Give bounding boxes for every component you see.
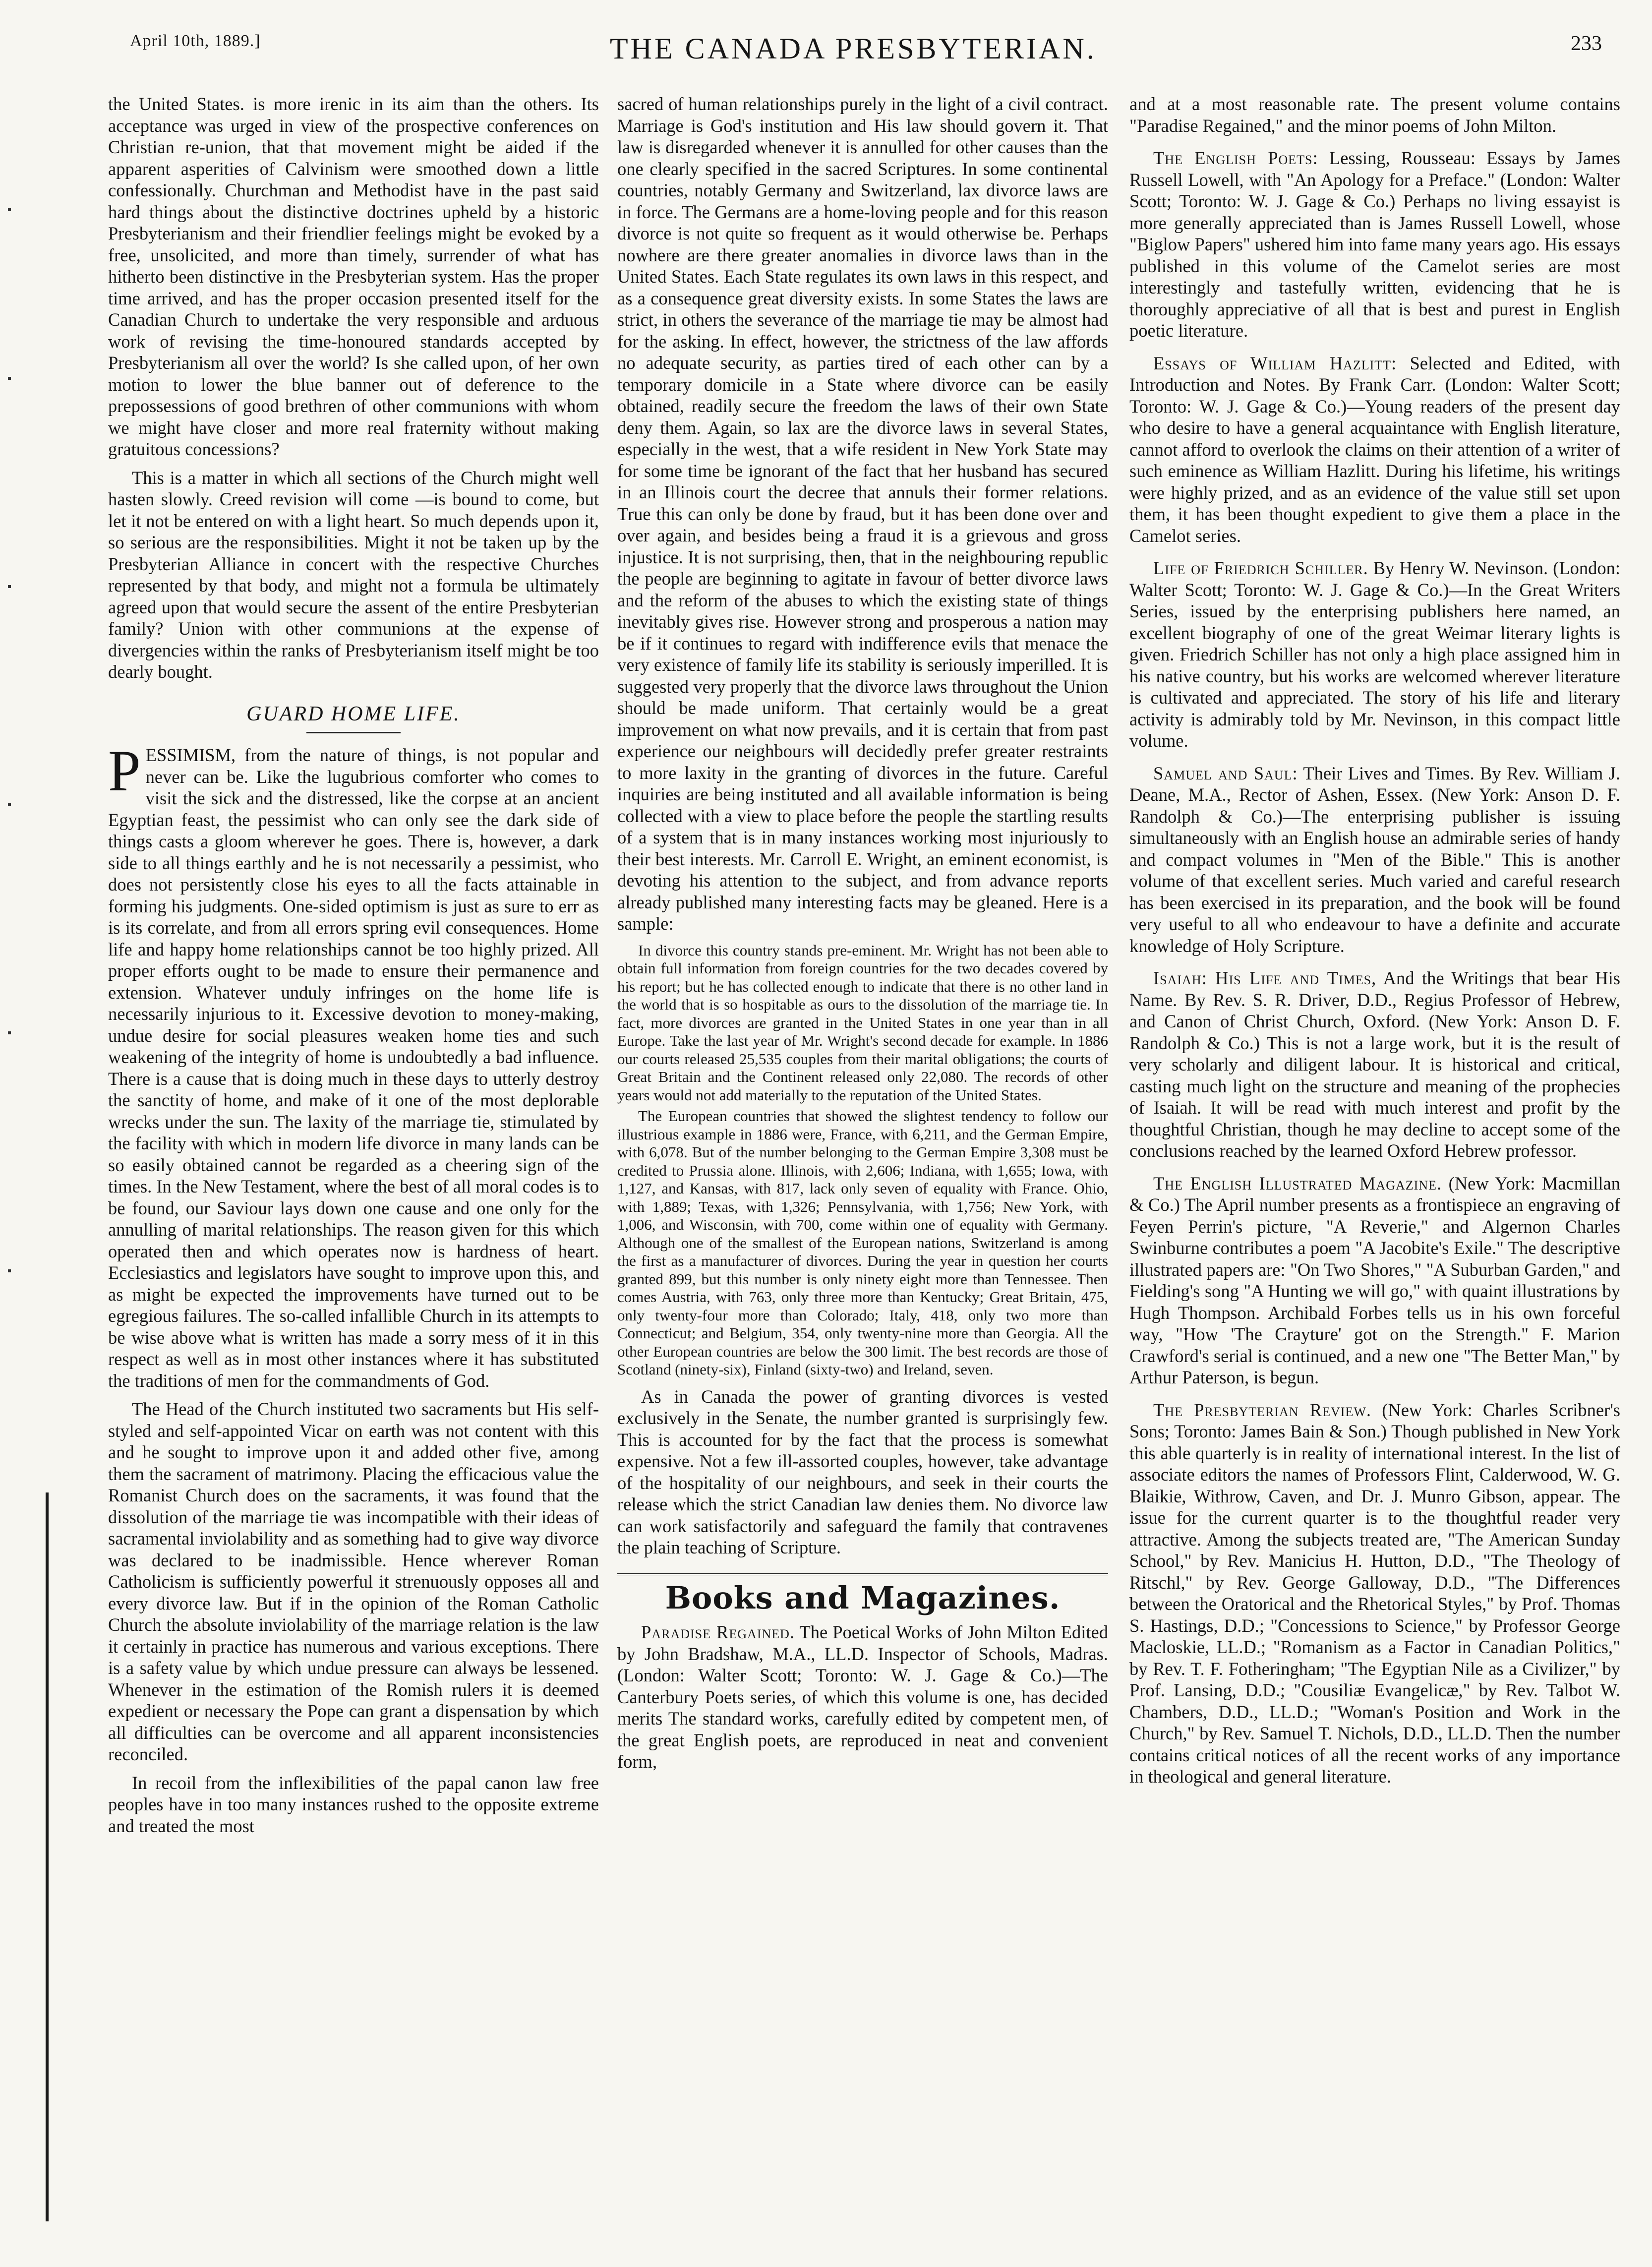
review-title: Samuel and Saul:	[1153, 763, 1298, 783]
scan-margin-mark	[8, 1269, 11, 1272]
review-entry	[1129, 353, 1620, 547]
scan-margin-mark	[8, 1031, 11, 1034]
review-body: And the Writings that bear His Name. By Rev. S. R. Driver, D.D., Regius Professor of Hebrew, and Canon of Christ Church, Oxford. (New York: Anson D. F. Randolph & Co.) This is not a large work, but it is the result of very scholarly and diligent labour. It is historical and critical, casting much light on the structure and meaning of the prophecies of Isaiah. It will be read with much interest and profit by the thoughtful Christian, though he may decline to accept some of the conclusions reached by the learned Oxford Hebrew professor.	[1129, 968, 1620, 1161]
article-paragraph: This is a matter in which all sections of the Church might well hasten slowly. Creed revision will come —is bound to come, but let it not be entered on with a light heart. So much depends upon it, so serious are the responsibilities. Might it not be taken up by the Presbyterian Alliance in concert with the respective Churches represented by that body, and might not a formula be ultimately agreed upon that would secure the assent of the entire Presbyterian family? Union with other communions at the expense of divergencies within the ranks of Presbyterianism itself might be too dearly bought.	[108, 467, 599, 682]
review-body: Their Lives and Times. By Rev. William J. Deane, M.A., Rector of Ashen, Essex. (New York: Anson D. F. Randolph & Co.)—The enterprising publisher is issuing simultaneously with an English house an admirable series of handy and compact volumes in "Men of the Bible." This is another volume of that excellent series. Much varied and careful research has been exercised in its preparation, and the book will be found very useful to all who endeavour to have a definite and accurate knowledge of Holy Scripture.	[1129, 763, 1620, 956]
page-number: 233	[1571, 32, 1602, 55]
scan-margin-mark	[8, 803, 11, 806]
review-title: Life of Friedrich Schiller.	[1153, 558, 1368, 578]
review-entry	[1129, 1399, 1620, 1788]
header-date: April 10th, 1889.]	[130, 32, 261, 50]
review-title: The English Poets:	[1153, 148, 1318, 168]
review-title: The English Illustrated Magazine.	[1153, 1173, 1442, 1193]
article-paragraph: In recoil from the inflexibilities of the papal canon law free peoples have in too many instances rushed to the opposite extreme and treated the most	[108, 1772, 599, 1836]
review-title: Paradise Regained.	[641, 1622, 795, 1642]
review-body: The Poetical Works of John Milton Edited by John Bradshaw, M.A., LL.D. Inspector of Schools, Madras. (London: Walter Scott; Toronto: W. J. Gage & Co.)—The Canterbury Poets series, of which this volume is one, has decided merits The standard works, carefully edited by competent men, of the great English poets, are reproduced in neat and convenient form,	[617, 1622, 1108, 1772]
drop-cap: P	[108, 738, 141, 803]
books-heading: Books and Magazines.	[665, 1579, 1061, 1616]
review-body: Selected and Edited, with Introduction and Notes. By Frank Carr. (London: Walter Scott; Toronto: W. J. Gage & Co.)—Young readers of the present day who desire to have a general acquaintance with English literature, cannot afford to overlook the claims on their attention of a writer of such eminence as William Hazlitt. During his lifetime, his writings were highly prized, and as an evidence of the value still set upon them, it has been thought expedient to give them a place in the Camelot series.	[1129, 353, 1620, 546]
article-paragraph: sacred of human relationships purely in the light of a civil contract. Marriage is God's institution and His law should govern it. That law is disregarded whenever it is annulled for other causes than the one clearly specified in the sacred Scriptures. In some continental countries, notably Germany and Switzerland, lax divorce laws are in force. The Germans are a home-loving people and for this reason divorce is not quite so frequent as it would otherwise be. Perhaps nowhere are there greater anomalies in divorce laws than in the United States. Each State regulates its own laws in this respect, and as a consequence great diversity exists. In some States the laws are strict, in others the severance of the marriage tie may be almost had for the asking. In effect, however, the strictness of the law affords no adequate security, as parties tired of each other can by a temporary domicile in a State where divorce can be easily obtained, readily secure the freedom the laws of their own State deny them. Again, so lax are the divorce laws in several States, especially in the west, that a wife resident in New York State may for some time be ignorant of the fact that her husband has secured in an Illinois court the decree that annuls their former relations. True this can only be done by fraud, but it has been done over and over again, and besides being a fraud it is a grievous and gross injustice. It is not surprising, then, that in the neighbouring republic the people are beginning to agitate in favour of better divorce laws and the reform of the abuses to which the existing state of things inevitably gives rise. However strong and prosperous a nation may be if it continues to regard with indifference evils that menace the very existence of family life its stability is seriously imperilled. It is suggested very properly that the divorce laws throughout the Union should be made uniform. That certainly would be a great improvement on what now prevails, and it is certain that from past experience our neighbours will decidedly prefer greater restraints to more laxity in the granting of divorces in the future. Careful inquiries are being instituted and all available information is being collected with a view to place before the people the startling results of a system that is in many instances working most injuriously to their best interests. Mr. Carroll E. Wright, an eminent economist, is devoting his attention to the subject, and from advance reports already published many interesting facts may be gleaned. Here is a sample:	[617, 94, 1108, 934]
review-body: (New York: Macmillan & Co.) The April number presents as a frontispiece an engraving of Feyen Perrin's picture, "A Reverie," and Algernon Charles Swinburne contributes a poem "A Jacobite's Exile." The descriptive illustrated papers are: "On Two Shores," "A Suburban Garden," and Fielding's song "A Hunting we will go," with quaint illustrations by Hugh Thompson. Archibald Forbes tells us in his own forceful way, "How 'The Crayture' got on the Strength." F. Marion Crawford's serial is continued, and a new one "The Better Man," by Arthur Paterson, is begun.	[1129, 1173, 1620, 1387]
article-paragraph: the United States. is more irenic in its aim than the others. Its acceptance was urged in view of the prospective conferences on Christian re-union, that that movement might be aided if the apparent asperities of Calvinism were smoothed down a little confessionally. Churchman and Methodist have in the past said hard things about the distinctive doctrines upheld by a historic Presbyterianism and their friendlier feelings might be evoked by a free, unsolicited, and more than timely, surrender of what has hitherto been distinctive in the Presbyterian system. Has the proper time arrived, and has the proper occasion presented itself for the Canadian Church to undertake the very responsible and arduous work of revising the time-honoured standards accepted by Presbyterianism all over the world? Is she called upon, of her own motion to lower the blue banner out of deference to the prepossessions of good brethren of other communions with whom we might have closer and more real fraternity without making gratuitous concessions?	[108, 94, 599, 459]
paragraph-text: ESSIMISM, from the nature of things, is not popular and never can be. Like the lugubrious comforter who comes to visit the sick and the distressed, like the corpse at an ancient Egyptian feast, the pessimist who can only see the dark side of things casts a gloom wherever he goes. There is, however, a dark side to all things earthly and he is not necessarily a pessimist, who does not persistently close his eyes to all the facts attainable in forming his judgments. One-sided optimism is just as sure to err as is its correlate, and from all errors spring evil consequences. Home life and happy home relationships cannot be too highly prized. All proper efforts ought to be made to ensure their permanence and extension. Whatever unduly infringes on the home life is necessarily injurious to it. Excessive devotion to money-making, undue desire for social pleasures weaken home ties and such weakening of the integrity of home is undoubtedly a bad influence. There is a cause that is doing much in these days to utterly destroy the sanctity of home, and make of it one of the most deplorable wrecks under the sun. The laxity of the marriage tie, stimulated by the facility with which in modern life divorce in many lands can be so easily obtained cannot be regarded as a cheering sign of the times. In the New Testament, where the best of all moral codes is to be found, our Saviour lays down one cause and one only for the annulling of marital relationships. The reason given for this which operated then and which operates now is hardness of heart. Ecclesiastics and legislators have sought to improve upon this, and as might be expected the improvements have turned out to be egregious failures. The so-called infallible Church in its attempts to be wise above what is written has made a sorry mess of it in this respect as well as in most other instances where it has substituted the traditions of men for the commandments of God.	[108, 745, 599, 1391]
review-entry	[1129, 763, 1620, 957]
section-rule	[306, 732, 401, 733]
scan-margin-mark	[8, 208, 11, 211]
article-paragraph	[108, 738, 599, 1391]
quote-paragraph: The European countries that showed the slightest tendency to follow our illustrious example in 1886 were, France, with 6,211, and the German Empire, with 6,078. But of the number belonging to the German Empire 3,308 must be credited to Prussia alone. Illinois, with 2,606; Indiana, with 1,655; Iowa, with 1,127, and Kansas, with 817, lack only seven of equality with France. Ohio, with 1,889; Texas, with 1,326; Pennsylvania, with 1,756; New York, with 1,006, and Wisconsin, with 700, come within one of equality with Germany. Although one of the smallest of the European nations, Switzerland is among the first as a manufacturer of divorces. During the year in question her courts granted 899, but this number is only ninety eight more than Tennessee. Then comes Austria, with 763, only three more than Kentucky; Great Britain, 475, only twenty-four more than Colorado; Italy, 418, only two more than Connecticut; and Belgium, 354, only twenty-nine more than Georgia. All the other European countries are below the 300 limit. The best records are those of Scotland (ninety-six), Finland (sixty-two) and Ireland, seven.	[617, 1107, 1108, 1378]
review-continuation: and at a most reasonable rate. The present volume contains "Paradise Regained," and the minor poems of John Milton.	[1129, 94, 1620, 136]
review-title: Isaiah: His Life and Times,	[1153, 968, 1377, 988]
review-entry	[617, 1621, 1108, 1773]
section-title: GUARD HOME LIFE.	[246, 702, 461, 725]
review-body: (New York: Charles Scribner's Sons; Toronto: James Bain & Son.) Though published in New York this able quarterly is in reality of international interest. In the list of associate editors the names of Professors Flint, Calderwood, W. G. Blaikie, Withrow, Caven, and Dr. J. Munro Gibson, appear. The issue for the current quarter is to the thoughtful reader very attractive. Among the subjects treated are, "The American Sunday School," by Rev. Manicius H. Hutton, D.D., "The Theology of Ritschl," by Rev. George Galloway, D.D., "The Differences between the Oratorical and the Rhetorical Styles," by Prof. Thomas S. Hastings, D.D.; "Concessions to Science," by Professor George Macloskie, LL.D.; "Romanism as a Factor in Canadian Politics," by Rev. T. F. Fotheringham; "The Egyptian Nile as a Civilizer," by Prof. Lansing, D.D.; "Cousiliæ Evangelicæ," by Rev. Talbot W. Chambers, D.D., LL.D.; "Woman's Position and Work in the Church," by Rev. Samuel T. Nichols, D.D., LL.D. Then the number contains critical notices of all the recent works of any importance in theological and general literature.	[1129, 1399, 1620, 1787]
quote-paragraph: In divorce this country stands pre-eminent. Mr. Wright has not been able to obtain full information from foreign countries for the two decades covered by his report; but he has collected enough to indicate that there is no other land in the world that is so hospitable as ours to the dissolution of the marriage tie. In fact, more divorces are granted in the United States in one year than in all Europe. Take the last year of Mr. Wright's second decade for example. In 1886 our courts released 25,535 couples from their marital obligations; the courts of Great Britain and the Continent released only 22,080. The records of other years would not add materially to the reputation of the United States.	[617, 941, 1108, 1104]
scan-margin-mark	[8, 585, 11, 588]
masthead-title: THE CANADA PRESBYTERIAN.	[610, 32, 1097, 65]
article-paragraph: The Head of the Church instituted two sacraments but His self-styled and self-appointed Vicar on earth was not content with this and he sought to improve upon it and added other five, among them the sacrament of matrimony. Placing the efficacious value the Romanist Church does on the sacraments, it was found that the dissolution of the marriage tie was incompatible with their ideas of sacramental inviolability and as something had to give way divorce was declared to be inadmissible. Hence wherever Roman Catholicism is sufficiently powerful it strenuously opposes all and every divorce law. But if in the opinion of the Roman Catholic Church the absolute inviolability of the marriage relation is the law it certainly in practice has numerous and various exceptions. There is a safety value by which undue pressure can always be lessened. Whenever in the estimation of the Romish rulers it is deemed expedient or necessary the Pope can grant a dispensation by which all difficulties can be overcome and all apparent inconsistencies reconciled.	[108, 1399, 599, 1764]
column-1	[108, 93, 599, 2240]
review-title: Essays of William Hazlitt:	[1153, 353, 1397, 373]
column-2	[617, 93, 1108, 2240]
column-3	[1129, 93, 1620, 2240]
review-entry	[1129, 147, 1620, 342]
section-rule	[617, 1573, 1108, 1575]
scan-margin-mark	[8, 377, 11, 380]
article-paragraph: As in Canada the power of granting divorces is vested exclusively in the Senate, the number granted is surprisingly few. This is accounted for by the fact that the process is somewhat expensive. Not a few ill-assorted couples, however, take advantage of the hospitality of our neighbours, and seek in their courts the release which the strict Canadian law denies them. No divorce law can work satisfactorily and safeguard the family that contravenes the plain teaching of Scripture.	[617, 1386, 1108, 1557]
scan-margin-bar	[46, 1492, 49, 2221]
review-body: Lessing, Rousseau: Essays by James Russell Lowell, with "An Apology for a Preface." (London: Walter Scott; Toronto: W. J. Gage & Co.) Perhaps no living essayist is more generally appreciated than is James Russell Lowell, whose "Biglow Papers" ushered him into fame many years ago. His essays published in this volume of the Camelot series are most interestingly and tastefully written, evidencing that he is thoroughly appreciative of all that is best and purest in English poetic literature.	[1129, 148, 1620, 341]
review-title: The Presbyterian Review.	[1153, 1399, 1371, 1420]
block-quote	[617, 942, 1108, 1379]
review-body: By Henry W. Nevinson. (London: Walter Scott; Toronto: W. J. Gage & Co.)—In the Great Writers Series, issued by the enterprising publishers here named, an excellent biography of one of the great Weimar literary lights is given. Friedrich Schiller has not only a high place assigned him in his native country, but his works are welcomed wherever literature is cultivated and appreciated. The story of his life and literary activity is admirably told by Mr. Nevinson, in this compact little volume.	[1129, 558, 1620, 751]
review-entry	[1129, 1173, 1620, 1388]
review-entry	[1129, 557, 1620, 752]
review-entry	[1129, 967, 1620, 1162]
